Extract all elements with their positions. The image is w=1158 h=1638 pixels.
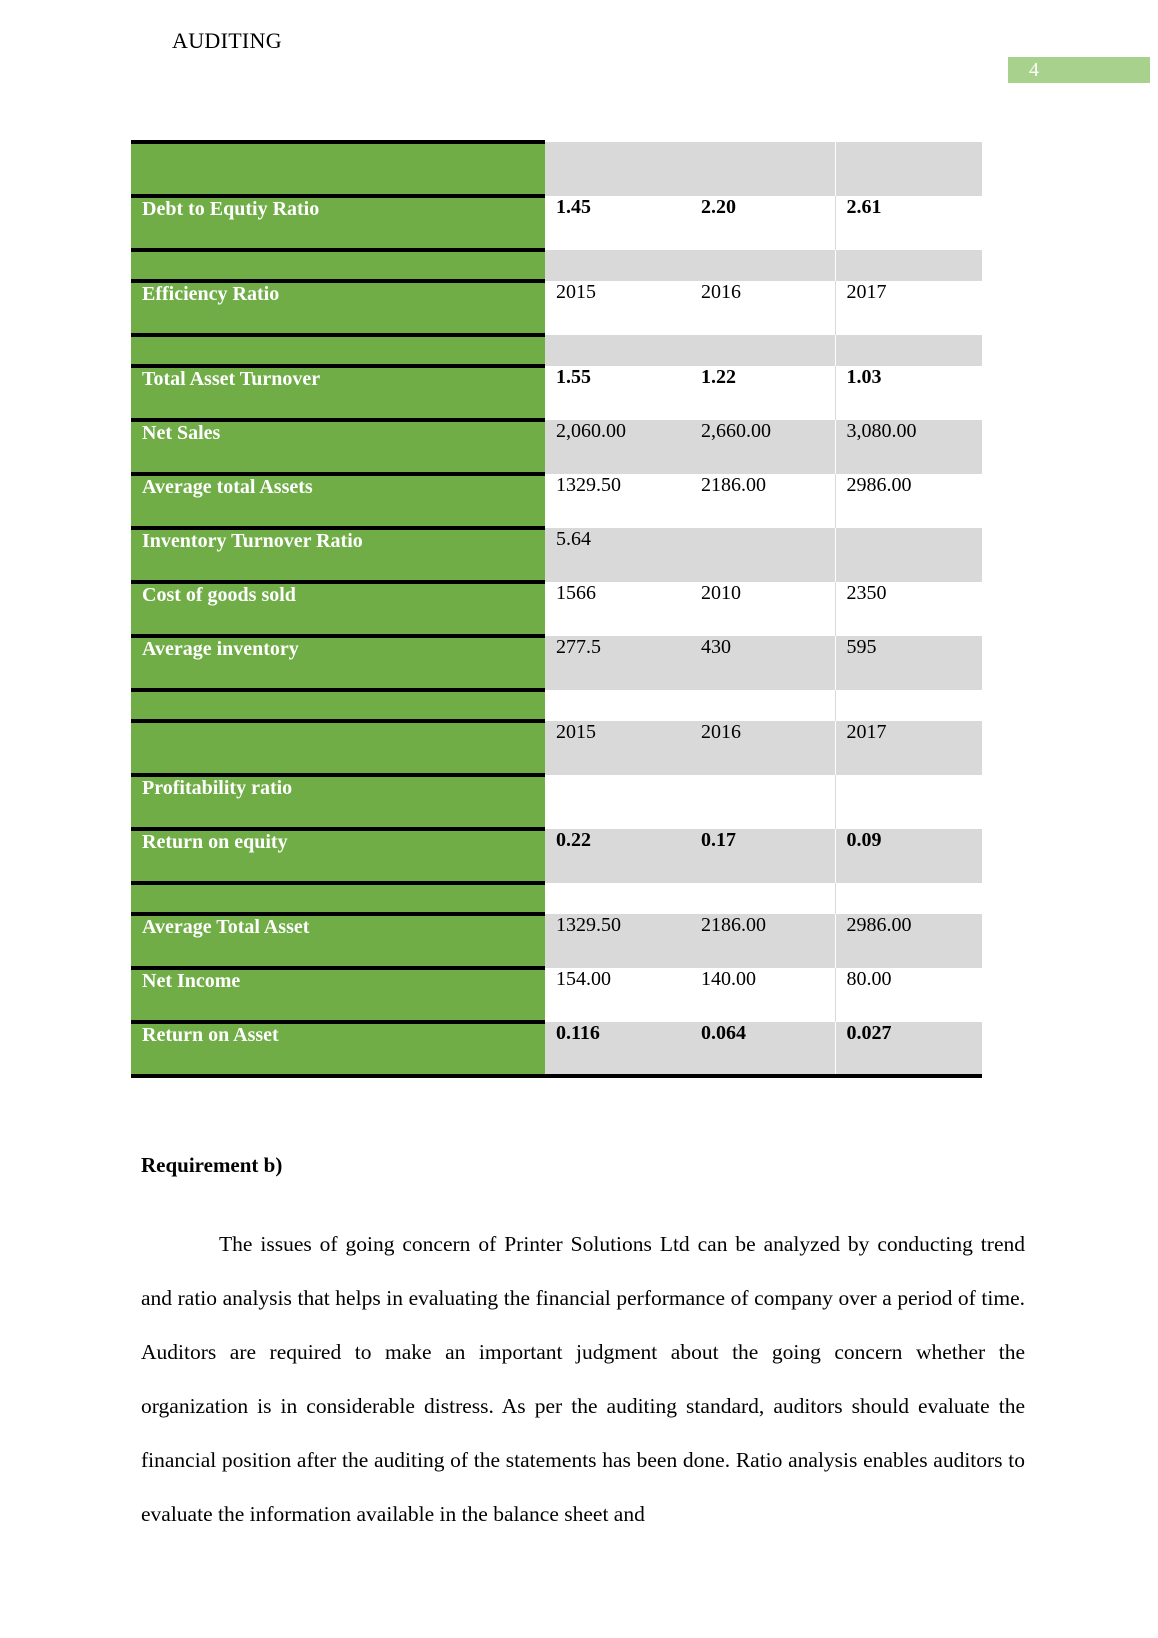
row-label: Inventory Turnover Ratio: [131, 528, 545, 582]
table-row: [131, 775, 982, 829]
cell-year-3: 3,080.00: [835, 420, 982, 474]
cell-year-1: 154.00: [545, 968, 690, 1022]
table-row: [131, 335, 982, 366]
cell-year-2: [690, 690, 835, 721]
row-label: [131, 721, 545, 775]
row-label: Return on equity: [131, 829, 545, 883]
cell-year-2: 2016: [690, 281, 835, 335]
row-label: [131, 250, 545, 281]
row-label: [131, 142, 545, 196]
cell-year-2: 0.064: [690, 1022, 835, 1076]
table-row: [131, 196, 982, 250]
cell-year-1: 2,060.00: [545, 420, 690, 474]
cell-year-3: 0.027: [835, 1022, 982, 1076]
cell-year-1: [545, 690, 690, 721]
cell-year-2: [690, 142, 835, 196]
table-row: [131, 914, 982, 968]
row-label: Average Total Asset: [131, 914, 545, 968]
cell-year-2: [690, 528, 835, 582]
cell-year-2: 2.20: [690, 196, 835, 250]
table-row: [131, 420, 982, 474]
cell-year-2: 430: [690, 636, 835, 690]
running-header: AUDITING: [172, 28, 282, 53]
cell-year-2: 140.00: [690, 968, 835, 1022]
row-label: Net Income: [131, 968, 545, 1022]
row-label: Debt to Equtiy Ratio: [131, 196, 545, 250]
cell-year-3: [835, 250, 982, 281]
cell-year-1: 1329.50: [545, 474, 690, 528]
cell-year-1: 0.116: [545, 1022, 690, 1076]
cell-year-3: 2017: [835, 281, 982, 335]
cell-year-3: [835, 775, 982, 829]
row-label: [131, 883, 545, 914]
cell-year-1: [545, 775, 690, 829]
table-row: [131, 690, 982, 721]
cell-year-1: 2015: [545, 281, 690, 335]
cell-year-3: 2986.00: [835, 474, 982, 528]
row-label: Average total Assets: [131, 474, 545, 528]
row-label: [131, 690, 545, 721]
cell-year-3: [835, 883, 982, 914]
row-label: Net Sales: [131, 420, 545, 474]
cell-year-1: 1.55: [545, 366, 690, 420]
cell-year-2: 2186.00: [690, 914, 835, 968]
cell-year-1: [545, 142, 690, 196]
cell-year-2: [690, 335, 835, 366]
cell-year-2: 2016: [690, 721, 835, 775]
cell-year-2: [690, 775, 835, 829]
row-label: Profitability ratio: [131, 775, 545, 829]
row-label: Efficiency Ratio: [131, 281, 545, 335]
cell-year-3: [835, 528, 982, 582]
table-row: [131, 366, 982, 420]
cell-year-1: 1329.50: [545, 914, 690, 968]
table-row: [131, 636, 982, 690]
table-row: [131, 582, 982, 636]
cell-year-3: [835, 690, 982, 721]
cell-year-1: [545, 883, 690, 914]
cell-year-2: [690, 250, 835, 281]
cell-year-2: 2,660.00: [690, 420, 835, 474]
cell-year-3: 2350: [835, 582, 982, 636]
table-row: [131, 1022, 982, 1076]
cell-year-3: [835, 335, 982, 366]
page-number: 4: [1008, 57, 1150, 83]
section-heading: Requirement b): [141, 1153, 283, 1177]
row-label: Cost of goods sold: [131, 582, 545, 636]
cell-year-1: 0.22: [545, 829, 690, 883]
cell-year-1: 2015: [545, 721, 690, 775]
row-label: [131, 335, 545, 366]
cell-year-1: 1.45: [545, 196, 690, 250]
cell-year-3: [835, 142, 982, 196]
body-paragraph: The issues of going concern of Printer Solutions Ltd can be analyzed by conducting trend and ratio analysis that helps in evaluating the financial performance of company over a period of time. Auditors are required to make an important judgment about the going concern whether the organization is in considerable distress. As per the auditing standard, auditors should evaluate the financial position after the auditing of the statements has been done. Ratio analysis enables auditors to evaluate the information available in the balance sheet and: [141, 1231, 1025, 1526]
ratio-table: [131, 140, 982, 1078]
cell-year-3: 2986.00: [835, 914, 982, 968]
table-row: [131, 474, 982, 528]
row-label: Average inventory: [131, 636, 545, 690]
cell-year-3: 2017: [835, 721, 982, 775]
cell-year-2: 2010: [690, 582, 835, 636]
cell-year-3: 0.09: [835, 829, 982, 883]
cell-year-2: [690, 883, 835, 914]
cell-year-2: 2186.00: [690, 474, 835, 528]
cell-year-3: 2.61: [835, 196, 982, 250]
cell-year-2: 0.17: [690, 829, 835, 883]
cell-year-3: 595: [835, 636, 982, 690]
ratio-table-body: [131, 142, 982, 1076]
cell-year-3: 1.03: [835, 366, 982, 420]
table-row: [131, 528, 982, 582]
cell-year-1: 277.5: [545, 636, 690, 690]
row-label: Total Asset Turnover: [131, 366, 545, 420]
table-row: [131, 142, 982, 196]
table-row: [131, 281, 982, 335]
table-row: [131, 968, 982, 1022]
table-row: [131, 829, 982, 883]
cell-year-3: 80.00: [835, 968, 982, 1022]
row-label: Return on Asset: [131, 1022, 545, 1076]
table-row: [131, 721, 982, 775]
table-row: [131, 250, 982, 281]
table-row: [131, 883, 982, 914]
cell-year-1: 1566: [545, 582, 690, 636]
cell-year-2: 1.22: [690, 366, 835, 420]
cell-year-1: [545, 250, 690, 281]
cell-year-1: [545, 335, 690, 366]
cell-year-1: 5.64: [545, 528, 690, 582]
